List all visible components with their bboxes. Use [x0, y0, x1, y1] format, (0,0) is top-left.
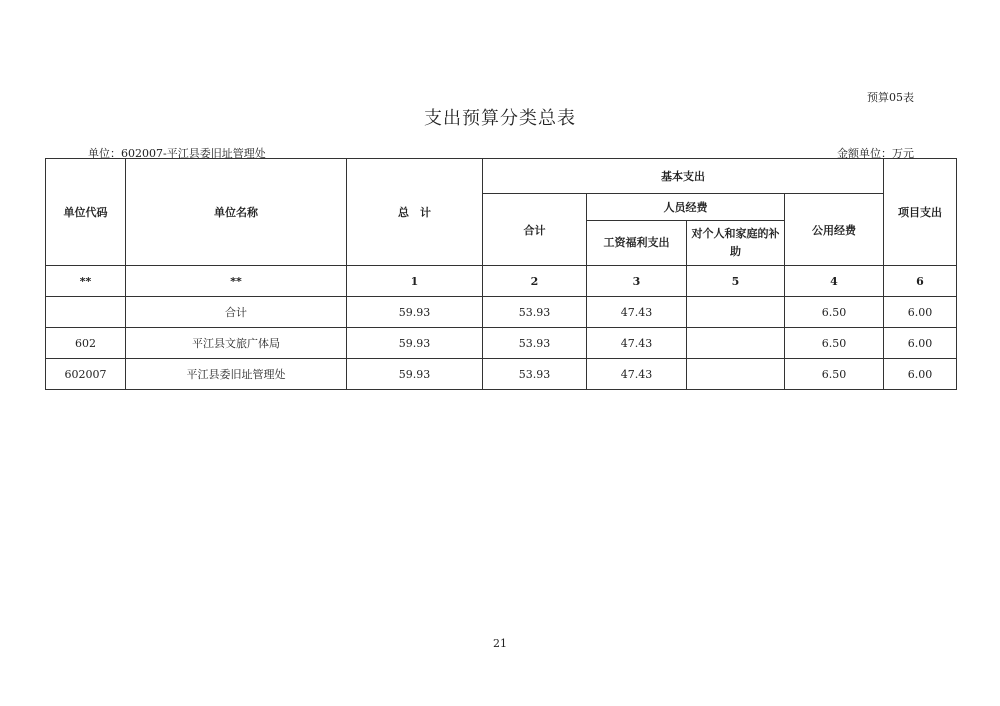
index-cell: 6 [884, 266, 957, 297]
index-cell: 4 [785, 266, 884, 297]
header-project-expense: 项目支出 [884, 159, 957, 266]
index-row [46, 266, 957, 297]
header-personnel: 人员经费 [587, 194, 785, 221]
index-cell: 2 [483, 266, 587, 297]
header-unit-name: 单位名称 [126, 159, 347, 266]
cell-name: 平江县委旧址管理处 [126, 359, 347, 390]
header-total: 总 计 [347, 159, 483, 266]
cell-code [46, 297, 126, 328]
cell-salary: 47.43 [587, 359, 687, 390]
cell-name: 合计 [126, 297, 347, 328]
unit-line: 单位：602007-平江县委旧址管理处 [88, 147, 266, 160]
cell-family [687, 328, 785, 359]
cell-project: 6.00 [884, 297, 957, 328]
cell-public: 6.50 [785, 297, 884, 328]
cell-subtotal: 53.93 [483, 297, 587, 328]
header-individual-family: 对个人和家庭的补助 [687, 221, 785, 266]
index-cell: 5 [687, 266, 785, 297]
cell-project: 6.00 [884, 328, 957, 359]
table-row [46, 297, 957, 328]
header-basic-expense: 基本支出 [483, 159, 884, 194]
index-cell: 3 [587, 266, 687, 297]
budget-table [45, 158, 957, 390]
cell-total: 59.93 [347, 328, 483, 359]
cell-salary: 47.43 [587, 297, 687, 328]
cell-family [687, 297, 785, 328]
form-code: 预算05表 [867, 91, 914, 104]
table-row [46, 359, 957, 390]
table-row [46, 328, 957, 359]
header-subtotal: 合计 [483, 194, 587, 266]
index-cell: 1 [347, 266, 483, 297]
cell-project: 6.00 [884, 359, 957, 390]
cell-subtotal: 53.93 [483, 328, 587, 359]
cell-salary: 47.43 [587, 328, 687, 359]
cell-total: 59.93 [347, 297, 483, 328]
cell-public: 6.50 [785, 359, 884, 390]
index-cell: ** [126, 266, 347, 297]
header-public-expense: 公用经费 [785, 194, 884, 266]
index-cell: ** [46, 266, 126, 297]
header-unit-code: 单位代码 [46, 159, 126, 266]
cell-code: 602 [46, 328, 126, 359]
money-unit: 金额单位：万元 [837, 147, 914, 160]
page-number: 21 [493, 637, 507, 650]
cell-subtotal: 53.93 [483, 359, 587, 390]
header-salary-welfare: 工资福利支出 [587, 221, 687, 266]
page-title: 支出预算分类总表 [424, 108, 576, 129]
cell-public: 6.50 [785, 328, 884, 359]
cell-family [687, 359, 785, 390]
cell-code: 602007 [46, 359, 126, 390]
cell-total: 59.93 [347, 359, 483, 390]
cell-name: 平江县文旅广体局 [126, 328, 347, 359]
